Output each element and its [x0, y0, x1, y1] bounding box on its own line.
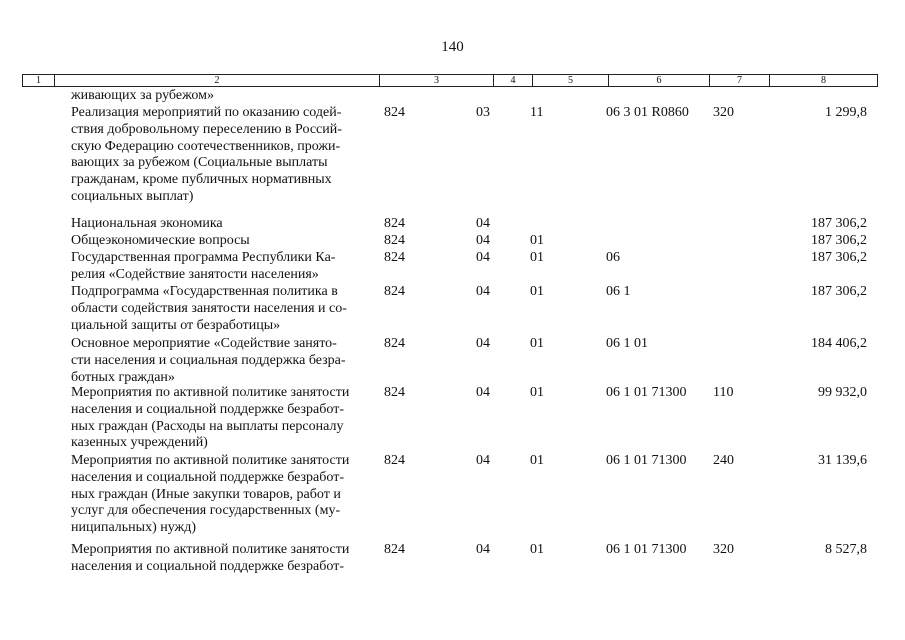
row-ministry-code: 824: [384, 542, 405, 557]
row-amount: 187 306,2: [811, 250, 867, 265]
row-ministry-code: 824: [384, 233, 405, 248]
row-ministry-code: 824: [384, 453, 405, 468]
row-name: [71, 233, 379, 250]
row-name-line: населения и социальной поддержке безработ-: [71, 401, 344, 417]
table-row: [0, 284, 905, 334]
row-amount: 184 406,2: [811, 336, 867, 351]
row-ministry-code: 824: [384, 105, 405, 120]
row-name-line: населения и социальной поддержке безработ-: [71, 469, 344, 485]
header-col-5: 5: [533, 75, 609, 86]
row-name-line: Подпрограмма «Государственная политика в: [71, 284, 338, 299]
row-name-line: Государственная программа Республики Ка-: [71, 250, 336, 265]
table-row: [0, 105, 905, 206]
row-name-line: вающих за рубежом (Социальные выплаты: [71, 155, 328, 171]
row-subsection: 01: [530, 336, 544, 351]
row-name: [71, 88, 379, 105]
row-ministry-code: 824: [384, 385, 405, 400]
row-target-article: 06 3 01 R0860: [606, 105, 689, 120]
table-row: [0, 453, 905, 537]
row-name-line: ных граждан (Расходы на выплаты персоналу: [71, 418, 344, 434]
row-target-article: 06 1 01 71300: [606, 453, 687, 468]
row-amount: 1 299,8: [825, 105, 867, 120]
header-col-7: 7: [710, 75, 770, 86]
row-section: 04: [476, 542, 490, 557]
row-target-article: 06 1 01: [606, 336, 648, 351]
row-subsection: 01: [530, 250, 544, 265]
row-ministry-code: 824: [384, 284, 405, 299]
row-subsection: 11: [530, 105, 544, 120]
header-col-8: 8: [821, 75, 826, 86]
row-amount: 187 306,2: [811, 233, 867, 248]
table-row: [0, 542, 905, 576]
row-name-line: Национальная экономика: [71, 216, 223, 231]
row-name-line: гражданам, кроме публичных нормативных: [71, 172, 332, 188]
row-name-line: населения и социальной поддержке безработ-: [71, 558, 344, 574]
row-ministry-code: 824: [384, 216, 405, 231]
row-name-line: социальных выплат): [71, 188, 194, 204]
row-subsection: 01: [530, 542, 544, 557]
table-row: [0, 233, 905, 250]
row-name-line: скую Федерацию соотечественников, прожи-: [71, 138, 341, 154]
table-row: [0, 216, 905, 233]
row-section: 03: [476, 105, 490, 120]
row-ministry-code: 824: [384, 250, 405, 265]
row-amount: 8 527,8: [825, 542, 867, 557]
row-ministry-code: 824: [384, 336, 405, 351]
row-subsection: 01: [530, 233, 544, 248]
table-row: [0, 336, 905, 386]
row-target-article: 06 1: [606, 284, 631, 299]
row-name-line: релия «Содействие занятости населения»: [71, 266, 319, 282]
row-name: [71, 453, 379, 537]
row-name-line: сти населения и социальная поддержка безра-: [71, 352, 346, 368]
header-col-6: 6: [609, 75, 710, 86]
row-section: 04: [476, 336, 490, 351]
header-col-2: 2: [55, 75, 380, 86]
row-name: [71, 250, 379, 284]
row-name-line: ниципальных) нужд): [71, 520, 196, 536]
row-section: 04: [476, 284, 490, 299]
row-target-article: 06: [606, 250, 620, 265]
row-name: [71, 542, 379, 576]
row-subsection: 01: [530, 453, 544, 468]
row-name: [71, 385, 379, 452]
row-name-line: области содействия занятости населения и со-: [71, 300, 347, 316]
page-number: 140: [441, 39, 464, 55]
row-name-line: казенных учреждений): [71, 435, 208, 451]
row-target-article: 06 1 01 71300: [606, 385, 687, 400]
row-name-line: ствия добровольному переселению в Россий-: [71, 121, 342, 137]
row-expense-type: 320: [713, 105, 734, 120]
row-name-line: Общеэкономические вопросы: [71, 233, 250, 248]
row-subsection: 01: [530, 385, 544, 400]
row-name-line: Мероприятия по активной политике занятости: [71, 385, 350, 400]
row-name: [71, 284, 379, 334]
row-expense-type: 110: [713, 385, 734, 400]
row-expense-type: 320: [713, 542, 734, 557]
row-name-line: живающих за рубежом»: [71, 88, 214, 103]
row-section: 04: [476, 385, 490, 400]
row-name-line: Мероприятия по активной политике занятости: [71, 542, 350, 557]
row-name-line: Мероприятия по активной политике занятости: [71, 453, 350, 468]
row-name-line: ботных граждан»: [71, 369, 175, 385]
row-target-article: 06 1 01 71300: [606, 542, 687, 557]
row-name-line: ных граждан (Иные закупки товаров, работ и: [71, 486, 341, 502]
row-section: 04: [476, 453, 490, 468]
row-name-line: Реализация мероприятий по оказанию содей-: [71, 105, 342, 120]
row-section: 04: [476, 216, 490, 231]
row-name-line: услуг для обеспечения государственных (му-: [71, 503, 341, 519]
row-name-line: Основное мероприятие «Содействие занято-: [71, 336, 337, 351]
row-amount: 187 306,2: [811, 216, 867, 231]
table-row: [0, 385, 905, 452]
table-header: [22, 74, 878, 87]
row-amount: 99 932,0: [818, 385, 867, 400]
table-row: [0, 250, 905, 284]
row-name: [71, 216, 379, 233]
row-section: 04: [476, 233, 490, 248]
row-name-line: циальной защиты от безработицы»: [71, 317, 281, 333]
table-row: [0, 88, 905, 105]
row-subsection: 01: [530, 284, 544, 299]
header-col-1: 1: [23, 75, 55, 86]
row-amount: 31 139,6: [818, 453, 867, 468]
header-col-4: 4: [494, 75, 533, 86]
header-col-3: 3: [380, 75, 494, 86]
row-name: [71, 105, 379, 206]
row-name: [71, 336, 379, 386]
row-section: 04: [476, 250, 490, 265]
row-amount: 187 306,2: [811, 284, 867, 299]
row-expense-type: 240: [713, 453, 734, 468]
